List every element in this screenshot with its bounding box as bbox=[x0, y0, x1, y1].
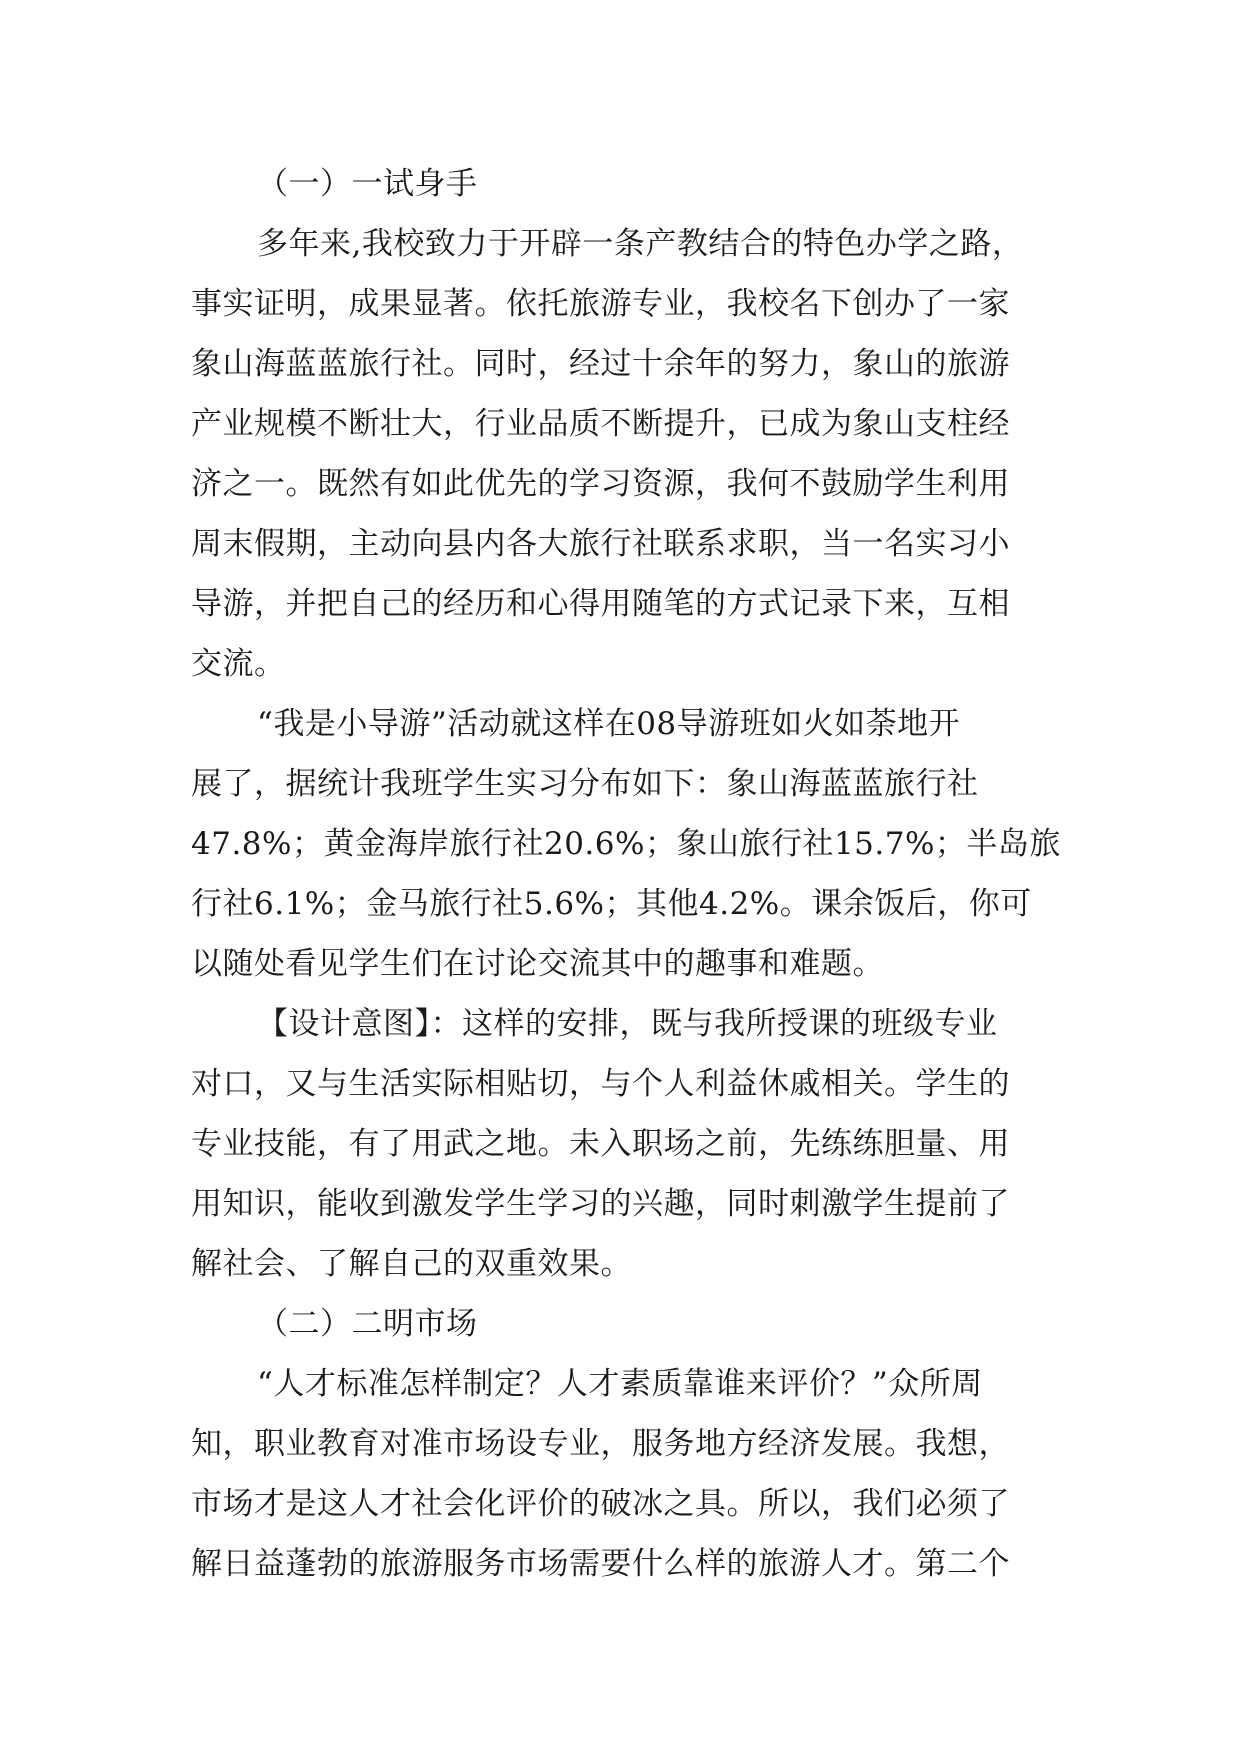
paragraph-line: 市场才是这人才社会化评价的破冰之具。所以，我们必须了 bbox=[191, 1486, 1010, 1522]
paragraph-line: 导游，并把自己的经历和心得用随笔的方式记录下来，互相 bbox=[191, 586, 1010, 622]
paragraph-line: 知，职业教育对准市场设专业，服务地方经济发展。我想， bbox=[191, 1426, 1010, 1462]
paragraph-line: 专业技能，有了用武之地。未入职场之前，先练练胆量、用 bbox=[191, 1126, 1010, 1162]
paragraph-line: 展了，据统计我班学生实习分布如下：象山海蓝蓝旅行社 bbox=[191, 766, 979, 802]
paragraph-line: 行社6.1%；金马旅行社5.6%；其他4.2%。课余饭后，你可 bbox=[191, 886, 1032, 922]
paragraph-line: “我是小导游”活动就这样在08导游班如火如荼地开 bbox=[257, 706, 961, 742]
section-heading-2: （二）二明市场 bbox=[257, 1306, 478, 1342]
paragraph-line: 以随处看见学生们在讨论交流其中的趣事和难题。 bbox=[191, 946, 884, 982]
paragraph-line: 产业规模不断壮大，行业品质不断提升，已成为象山支柱经 bbox=[191, 406, 1010, 442]
paragraph-line: 象山海蓝蓝旅行社。同时，经过十余年的努力，象山的旅游 bbox=[191, 346, 1010, 382]
paragraph-line: “人才标准怎样制定？人才素质靠谁来评价？”众所周 bbox=[257, 1366, 983, 1402]
paragraph-line: 用知识，能收到激发学生学习的兴趣，同时刺激学生提前了 bbox=[191, 1186, 1010, 1222]
paragraph-line: 47.8%；黄金海岸旅行社20.6%；象山旅行社15.7%；半岛旅 bbox=[191, 826, 1061, 862]
paragraph-line: 事实证明，成果显著。依托旅游专业，我校名下创办了一家 bbox=[191, 286, 1010, 322]
paragraph-line: 交流。 bbox=[191, 646, 286, 682]
paragraph-line: 对口，又与生活实际相贴切，与个人利益休戚相关。学生的 bbox=[191, 1066, 1010, 1102]
paragraph-line: 多年来,我校致力于开辟一条产教结合的特色办学之路， bbox=[257, 226, 1024, 262]
paragraph-line: 解日益蓬勃的旅游服务市场需要什么样的旅游人才。第二个 bbox=[191, 1546, 1010, 1582]
paragraph-line: 解社会、了解自己的双重效果。 bbox=[191, 1246, 632, 1282]
paragraph-line: 周末假期，主动向县内各大旅行社联系求职，当一名实习小 bbox=[191, 526, 1010, 562]
paragraph-line: 【设计意图】：这样的安排，既与我所授课的班级专业 bbox=[257, 1006, 998, 1042]
paragraph-line: 济之一。既然有如此优先的学习资源，我何不鼓励学生利用 bbox=[191, 466, 1010, 502]
section-heading-1: （一）一试身手 bbox=[257, 166, 478, 202]
